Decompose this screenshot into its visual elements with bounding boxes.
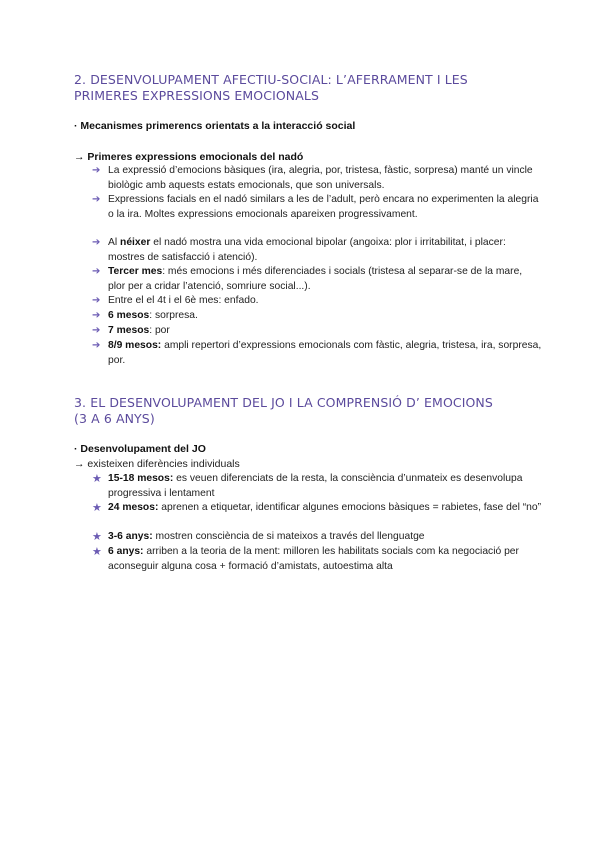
arrow-bullet-icon: ➔ [92, 325, 101, 336]
list-item [92, 530, 542, 545]
section-3-subheading: · Desenvolupament del JO [74, 443, 206, 455]
item-text-bold: 6 anys: [108, 546, 144, 557]
list-item [92, 309, 542, 324]
item-text-post: : por [149, 325, 170, 336]
arrow-bullet-icon: ➔ [92, 194, 101, 205]
list-item [92, 324, 542, 339]
section-2-title [74, 72, 544, 104]
arrow-bullet-icon: ➔ [92, 295, 101, 306]
list-item [92, 265, 542, 294]
item-text-post: ampli repertori d’expressions emocionals com fàstic, alegria, tristesa, ira, sorpresa, por. [108, 340, 542, 366]
item-text-post: el nadó mostra una vida emocional bipolar (angoixa: plor i irritabilitat, i placer: mostres de satisfacció i atenció). [108, 237, 506, 263]
section-3-title-line-2: (3 A 6 ANYS) [74, 411, 155, 426]
star-bullet-icon: ★ [92, 473, 102, 485]
item-text-bold: 8/9 mesos: [108, 340, 162, 351]
list-item [92, 501, 542, 516]
arrow-bullet-icon: ➔ [92, 266, 101, 277]
item-text-bold: Tercer mes [108, 266, 163, 277]
list-item [92, 545, 542, 574]
item-text-post: aprenen a etiquetar, identificar algunes emocions bàsiques = rabietes, fase del “no” [158, 502, 542, 513]
item-text-bold: 24 mesos: [108, 502, 159, 513]
star-bullet-icon: ★ [92, 531, 102, 543]
list-item-text: Expressions facials en el nadó similars a les de l’adult, però encara no experimenten la alegria o la ira. Moltes expressions emocionals apareixen progressivament. [108, 194, 539, 220]
item-text-post: : sorpresa. [149, 310, 198, 321]
list-item [92, 339, 542, 368]
item-text-bold: 3-6 anys: [108, 531, 153, 542]
star-bullet-icon: ★ [92, 502, 102, 514]
item-text-post: mostren consciència de si mateixos a través del llenguatge [152, 531, 425, 542]
item-text-bold: 15-18 mesos: [108, 473, 174, 484]
list-item [92, 193, 542, 222]
arrow-bullet-icon: ➔ [92, 165, 101, 176]
item-text-post: es veuen diferenciats de la resta, la consciència d’unmateix es desenvolupa progressiva i lentament [108, 473, 523, 499]
list-item [92, 294, 542, 309]
section-2-subheading: · Mecanismes primerencs orientats a la interacció social [74, 120, 356, 132]
arrow-bullet-icon: ➔ [92, 340, 101, 351]
section-2-arrow-heading: → Primeres expressions emocionals del nadó [74, 151, 304, 163]
list-item [92, 472, 542, 501]
list-item [92, 236, 542, 265]
list-item-text: La expressió d’emocions bàsiques (ira, alegria, por, tristesa, fàstic, sorpresa) manté un vincle biològic amb aquests estats emocionals, que son universals. [108, 165, 533, 191]
section-3-title-line-1: 3. EL DESENVOLUPAMENT DEL JO I LA COMPRENSIÓ D’ EMOCIONS [74, 395, 493, 410]
item-text-bold: 6 mesos [108, 310, 150, 321]
item-text-post: arriben a la teoria de la ment: milloren les habilitats socials com ka negociació per aconseguir alguna cosa + formació d’amistats, autoestima alta [108, 546, 519, 572]
section-2-title-line-2: PRIMERES EXPRESSIONS EMOCIONALS [74, 88, 319, 103]
item-text-bold: 7 mesos [108, 325, 150, 336]
list-item [92, 164, 542, 193]
section-2-title-line-1: 2. DESENVOLUPAMENT AFECTIU-SOCIAL: L’AFERRAMENT I LES [74, 72, 468, 87]
item-text-post: : més emocions i més diferenciades i socials (tristesa al separar-se de la mare, plor per a cridar l’atenció, somriure social...). [108, 266, 523, 292]
section-3-arrow-line: → existeixen diferències individuals [74, 458, 240, 470]
star-bullet-icon: ★ [92, 546, 102, 558]
item-text-pre: Entre el el 4t i el 6è mes: enfado. [108, 295, 259, 306]
item-text-pre: Al [108, 237, 121, 248]
arrow-bullet-icon: ➔ [92, 310, 101, 321]
arrow-bullet-icon: ➔ [92, 237, 101, 248]
section-3-title [74, 395, 544, 427]
item-text-bold: néixer [120, 237, 151, 248]
